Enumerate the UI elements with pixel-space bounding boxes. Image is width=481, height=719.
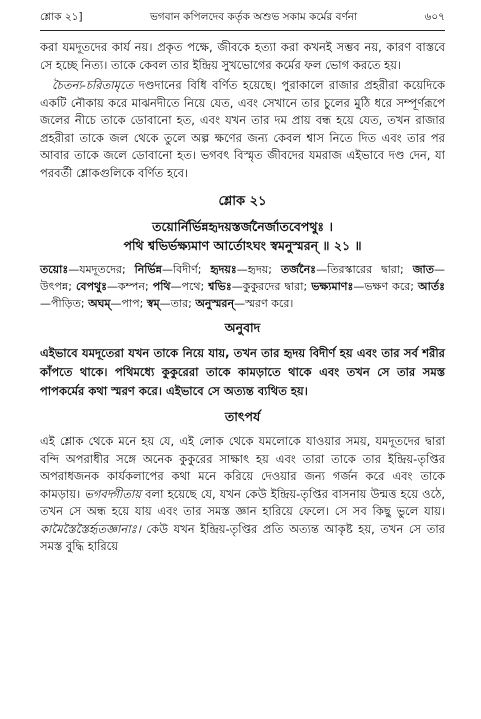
synonym-term: নির্ভিন্ন [134, 263, 162, 276]
purport-line-3: তার ইন্দ্রিয়-তৃপ্তির অপরাধজনক কার্যকলাপের কথা মনে করিয়ে দেওয়ার জন্য [40, 451, 446, 483]
purport-line-6b: কেউ [140, 521, 169, 536]
synonym-meaning: —উৎপন্ন; [40, 263, 445, 293]
header-verse-ref: শ্লোক ২১] [40, 11, 83, 23]
translation-text [40, 344, 445, 401]
purport-line-1: এই শ্লোক থেকে মনে হয় যে, এই লোক থেকে যমলোকে যাওয়ার সময়, [40, 434, 371, 448]
synonym-meaning: —যমদূতদের; [68, 263, 135, 276]
purport-line-5: ইন্দ্রিয়-তৃপ্তির বাসনায় উন্মত্ত হয়ে ওঠে, তখন সে অন্ধ হয়ে যায় এবং তার সমস্ত [40, 486, 446, 518]
translation-title: অনুবাদ [224, 320, 261, 335]
para2-line-5: কেবল শ্বাস নিতে দিত এবং তার পর আবার তাকে জলে ডোবানো হত। ভগবৎ [40, 130, 446, 162]
gita-quote: কামৈস্তৈস্তৈর্হৃতজ্ঞানাঃ। [40, 521, 141, 536]
para2-line-2: কয়েদিকে একটি নৌকায় করে মাঝনদীতে নিয়ে যেত, এবং সেখানে তার চুলের [40, 78, 445, 110]
intro-line-1: করা যমদূতদের কার্য নয়। প্রকৃত পক্ষে, জীবকে হত্যা করা কখনই সম্ভব নয়, [40, 40, 382, 54]
verse-line-1: তয়োর্নির্ভিন্নহৃদয়স্তর্জনৈর্জাতবেপথুঃ । [152, 219, 333, 234]
synonym-meaning: —তার; [159, 297, 196, 310]
synonym-term: আর্তঃ [418, 280, 445, 293]
translation-line-3: এবং তখন সে তার সমস্ত পাপকর্মের কথা স্মরণ করে। এইভাবে সে অত্যন্ত [40, 365, 445, 398]
synonym-term: তয়োঃ [40, 263, 69, 276]
synonym-term: শ্বভিঃ [208, 280, 232, 293]
synonym-term: জাত [412, 263, 434, 276]
intro-paragraph [40, 39, 445, 74]
para2-line-3: মুঠি ধরে সম্পূর্ণরূপে জলের নীচে তাকে ডোবানো হত, এবং যখন তার দম প্রায় [40, 95, 445, 127]
translation-line-2: তার সর্ব শরীর কাঁপতে থাকে। পথিমধ্যে কুকুরেরা তাকে কামড়াতে থাকে [40, 346, 445, 379]
synonym-term: ভক্ষ্যমাণঃ [311, 280, 354, 293]
purport-line-4b: বলা হয়েছে যে, যখন কেউ [141, 486, 267, 501]
purport-line-4a: গর্জন করে এবং তাকে কামড়ায়। [40, 469, 446, 501]
synonym-meaning: —পথে; [170, 280, 209, 293]
punishment-paragraph [40, 77, 445, 182]
synonym-term: পথি [152, 280, 171, 293]
page-number: ৬০৭ [424, 11, 445, 23]
translation-line-1: এইভাবে যমদূতেরা যখন তাকে নিয়ে যায়, তখন তার হৃদয় বিদীর্ণ হয় এবং [40, 346, 378, 360]
synonym-meaning: —হৃদয়; [236, 263, 281, 276]
purport-title: তাৎপর্য [224, 409, 261, 424]
synonym-meaning: —তিরস্কারের দ্বারা; [316, 263, 413, 276]
intro-line-2: কারণ বাস্তবে সে হচ্ছে নিত্য। তাকে কেবল তার ইন্দ্রিয় সুখভোগের কর্মের ফল [40, 40, 446, 72]
synonym-meaning: —কম্পন; [106, 280, 153, 293]
synonym-term: হৃদয়ঃ [210, 263, 237, 276]
verse-title: শ্লোক ২১ [218, 194, 267, 209]
translation-line-4: ব্যথিত হয়। [257, 384, 308, 398]
synonym-meaning: —কুকুরদের দ্বারা; [231, 280, 312, 293]
para2-line-1: দণ্ডদানের বিধি বর্ণিত হয়েছে। পুরাকালে রাজার প্রহরীরা [133, 78, 399, 92]
intro-line-3: ভোগ করতে হয়। [325, 57, 402, 72]
para2-line-6: বিস্মৃত জীবদের যমরাজ এইভাবে দণ্ড দেন, যা পরবর্তী শ্লোকগুলিকে বর্ণিত হবে। [40, 148, 445, 180]
para2-line-4: বন্ধ হয়ে যেত, তখন রাজার প্রহরীরা তাকে জল থেকে তুলে অল্প ক্ষণের জন্য [40, 113, 446, 145]
purport-line-2: যমদূতদের দ্বারা বন্দি অপরাধীর সঙ্গে অনেক কুকুরের সাক্ষাৎ হয় এবং তারা তাকে [40, 434, 445, 466]
sanskrit-verse [40, 217, 445, 255]
header-chapter-title: ভগবান কপিলদেব কর্তৃক অশুভ সকাম কর্মের বর্ণনা [149, 11, 358, 23]
purport-line-6a: জ্ঞান হারিয়ে ফেলে। সে সব কিছু ভুলে যায়। [235, 504, 445, 518]
synonym-term: স্বম্ [146, 297, 160, 310]
purport-line-7: যখন ইন্দ্রিয়-তৃপ্তির প্রতি অত্যন্ত আকৃষ্ট হয়, তখন সে তার সমস্ত বুদ্ধি হারিয়ে [40, 521, 445, 553]
gita-reference: ভগবদ্গীতায় [84, 486, 142, 501]
synonym-term: অনুস্মরন্ [195, 297, 235, 310]
synonym-meaning: —ভক্ষণ করে; [353, 280, 419, 293]
running-header [40, 0, 445, 31]
synonym-term: বেপথুঃ [75, 280, 107, 293]
synonym-meaning: —পাপ; [110, 297, 147, 310]
synonym-term: তর্জনৈঃ [280, 263, 317, 276]
verse-line-2: পথি শ্বভির্ভক্ষ্যমাণ আর্তোঽঘং স্বমনুস্মরন্ ॥ ২১ ॥ [123, 238, 362, 253]
synonym-meaning: —বিদীর্ণ; [161, 263, 211, 276]
synonym-term: অঘম্ [88, 297, 111, 310]
synonym-meaning: —স্মরণ করে। [234, 297, 294, 310]
word-synonyms [40, 261, 445, 312]
purport-text [40, 433, 445, 556]
synonym-meaning: —পীড়িত; [40, 297, 89, 310]
chaitanya-reference: চৈতন্য-চরিতামৃতে [52, 78, 134, 92]
